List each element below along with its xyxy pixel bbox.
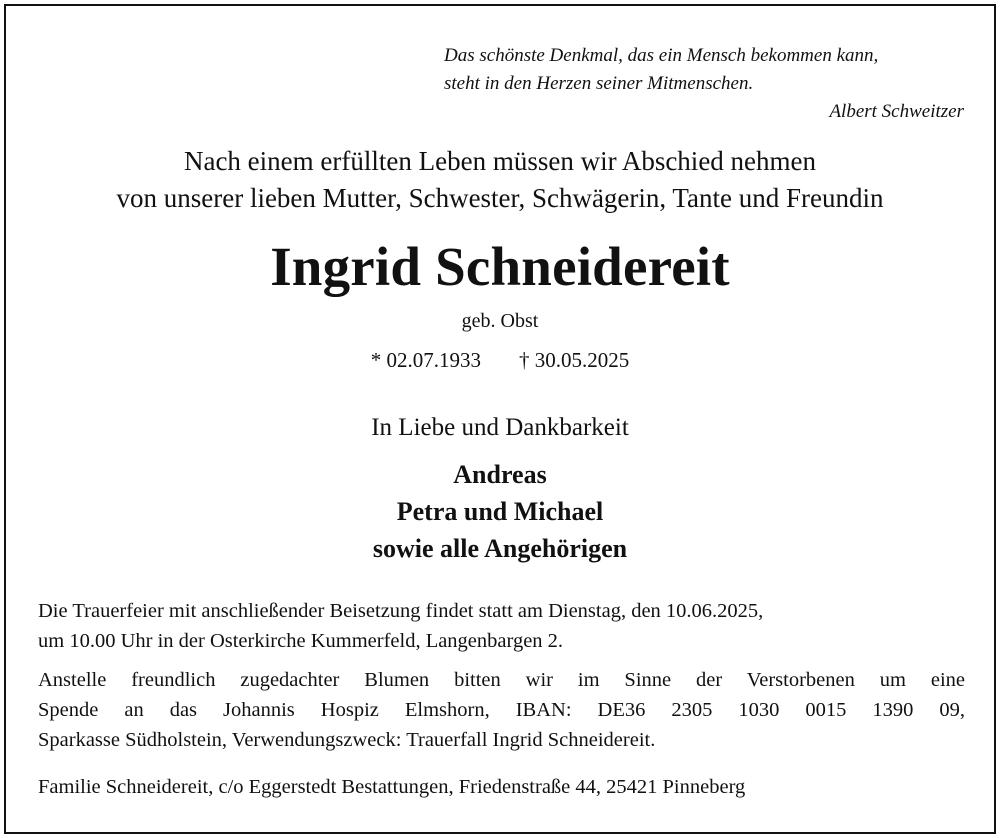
birth-date: * 02.07.1933 [370, 348, 481, 372]
intro-text [0, 143, 1000, 217]
deceased-name: Ingrid Schneidereit [270, 236, 730, 297]
epigraph-quote [444, 42, 964, 126]
donation-line-3: Sparkasse Südholstein, Verwendungszweck: Trauerfall Ingrid Schneidereit. [38, 729, 656, 751]
service-line-1: Die Trauerfeier mit anschließender Beisetzung findet statt am Dienstag, den 10.06.2025, [38, 600, 764, 622]
contact-address [38, 772, 965, 802]
mourners-intro: In Liebe und Dankbarkeit [371, 414, 629, 441]
donation-line-2: Spende an das Johannis Hospiz Elmshorn, IBAN: DE36 2305 1030 0015 1390 09, [38, 699, 965, 721]
maiden-name: geb. Obst [461, 310, 539, 332]
mourner-name: sowie alle Angehörigen [372, 534, 628, 563]
mourners-names [0, 456, 1000, 567]
contact-line: Familie Schneidereit, c/o Eggerstedt Bestattungen, Friedenstraße 44, 25421 Pinneberg [38, 776, 746, 798]
quote-line-2: steht in den Herzen seiner Mitmenschen. [444, 73, 754, 94]
life-dates [0, 346, 1000, 374]
intro-line-1: Nach einem erfüllten Leben müssen wir Abschied nehmen [183, 146, 817, 176]
mourner-name: Petra und Michael [396, 497, 604, 526]
donation-request [38, 665, 965, 755]
death-date: † 30.05.2025 [519, 348, 630, 372]
quote-author: Albert Schweitzer [829, 101, 964, 122]
quote-line-1: Das schönste Denkmal, das ein Mensch bekommen kann, [444, 45, 879, 66]
donation-line-1: Anstelle freundlich zugedachter Blumen bitten wir im Sinne der Verstorbenen um eine [38, 669, 965, 691]
intro-line-2: von unserer lieben Mutter, Schwester, Schwägerin, Tante und Freundin [116, 183, 884, 213]
mourner-name: Andreas [453, 460, 547, 489]
service-details [38, 596, 965, 656]
service-line-2: um 10.00 Uhr in der Osterkirche Kummerfeld, Langenbargen 2. [38, 630, 564, 652]
